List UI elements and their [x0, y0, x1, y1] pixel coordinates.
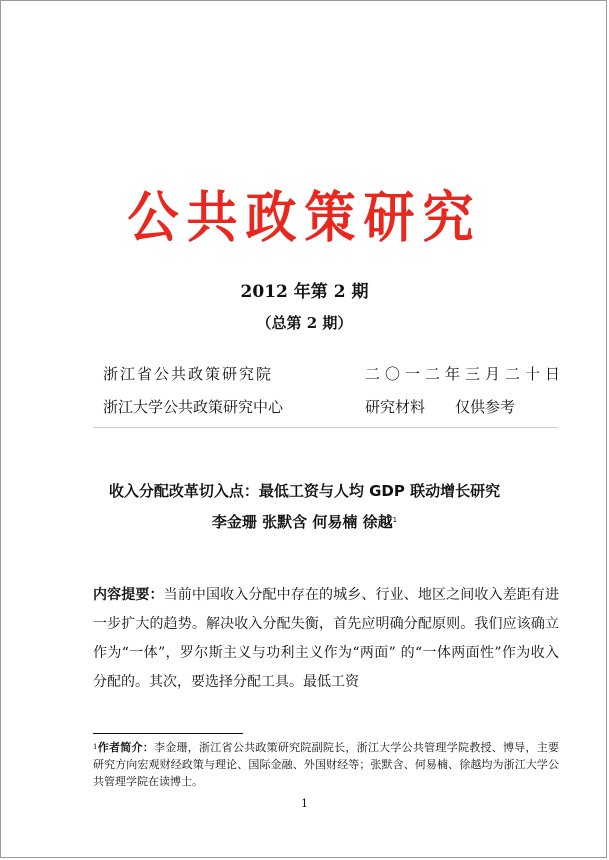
publisher-center: 浙江大学公共政策研究中心: [103, 398, 284, 416]
footnote-label: 作者简介：: [97, 741, 155, 754]
footnote-text: 李金珊，浙江省公共政策研究院副院长，浙江大学公共管理学院教授、博导，主要研究方向宏观财经政策与理论、国际金融、外国财经等；张默含、何易楠、徐越均为浙江大学公共管理学院在读博士。: [93, 741, 560, 788]
abstract: [93, 581, 559, 697]
author-names: 李金珊 张默含 何易楠 徐越: [211, 513, 393, 531]
footnote-marker: 1: [93, 743, 98, 751]
publisher-institute: 浙江省公共政策研究院: [103, 365, 274, 383]
page-number: 1: [301, 797, 308, 810]
article-title: 收入分配改革切入点：最低工资与人均 GDP 联动增长研究: [108, 482, 501, 500]
abstract-text: 当前中国收入分配中存在的城乡、行业、地区之间收入差距有进一步扩大的趋势。解决收入分配失衡，首先应明确分配原则。我们应该确立作为“一体”，罗尔斯主义与功利主义作为“两面” 的“一体两面性”作为收入分配的。其次，要选择分配工具。最低工资: [93, 587, 559, 690]
article-authors: [1, 511, 608, 533]
journal-masthead: 公共政策研究: [127, 185, 482, 251]
abstract-label: 内容提要：: [93, 587, 164, 603]
header-divider: [93, 427, 558, 428]
material-note: [365, 396, 515, 418]
footnote-divider: [93, 733, 243, 734]
author-note-marker: 1: [392, 516, 398, 524]
reference-note: 仅供参考: [455, 398, 516, 416]
publication-date: 二〇一二年三月二十日: [365, 365, 566, 383]
material-type: 研究材料: [365, 398, 426, 416]
issue-number: 2012 年第 2 期: [240, 282, 369, 302]
footnote: [93, 739, 559, 790]
issue-total-number: （总第 2 期）: [256, 314, 353, 332]
